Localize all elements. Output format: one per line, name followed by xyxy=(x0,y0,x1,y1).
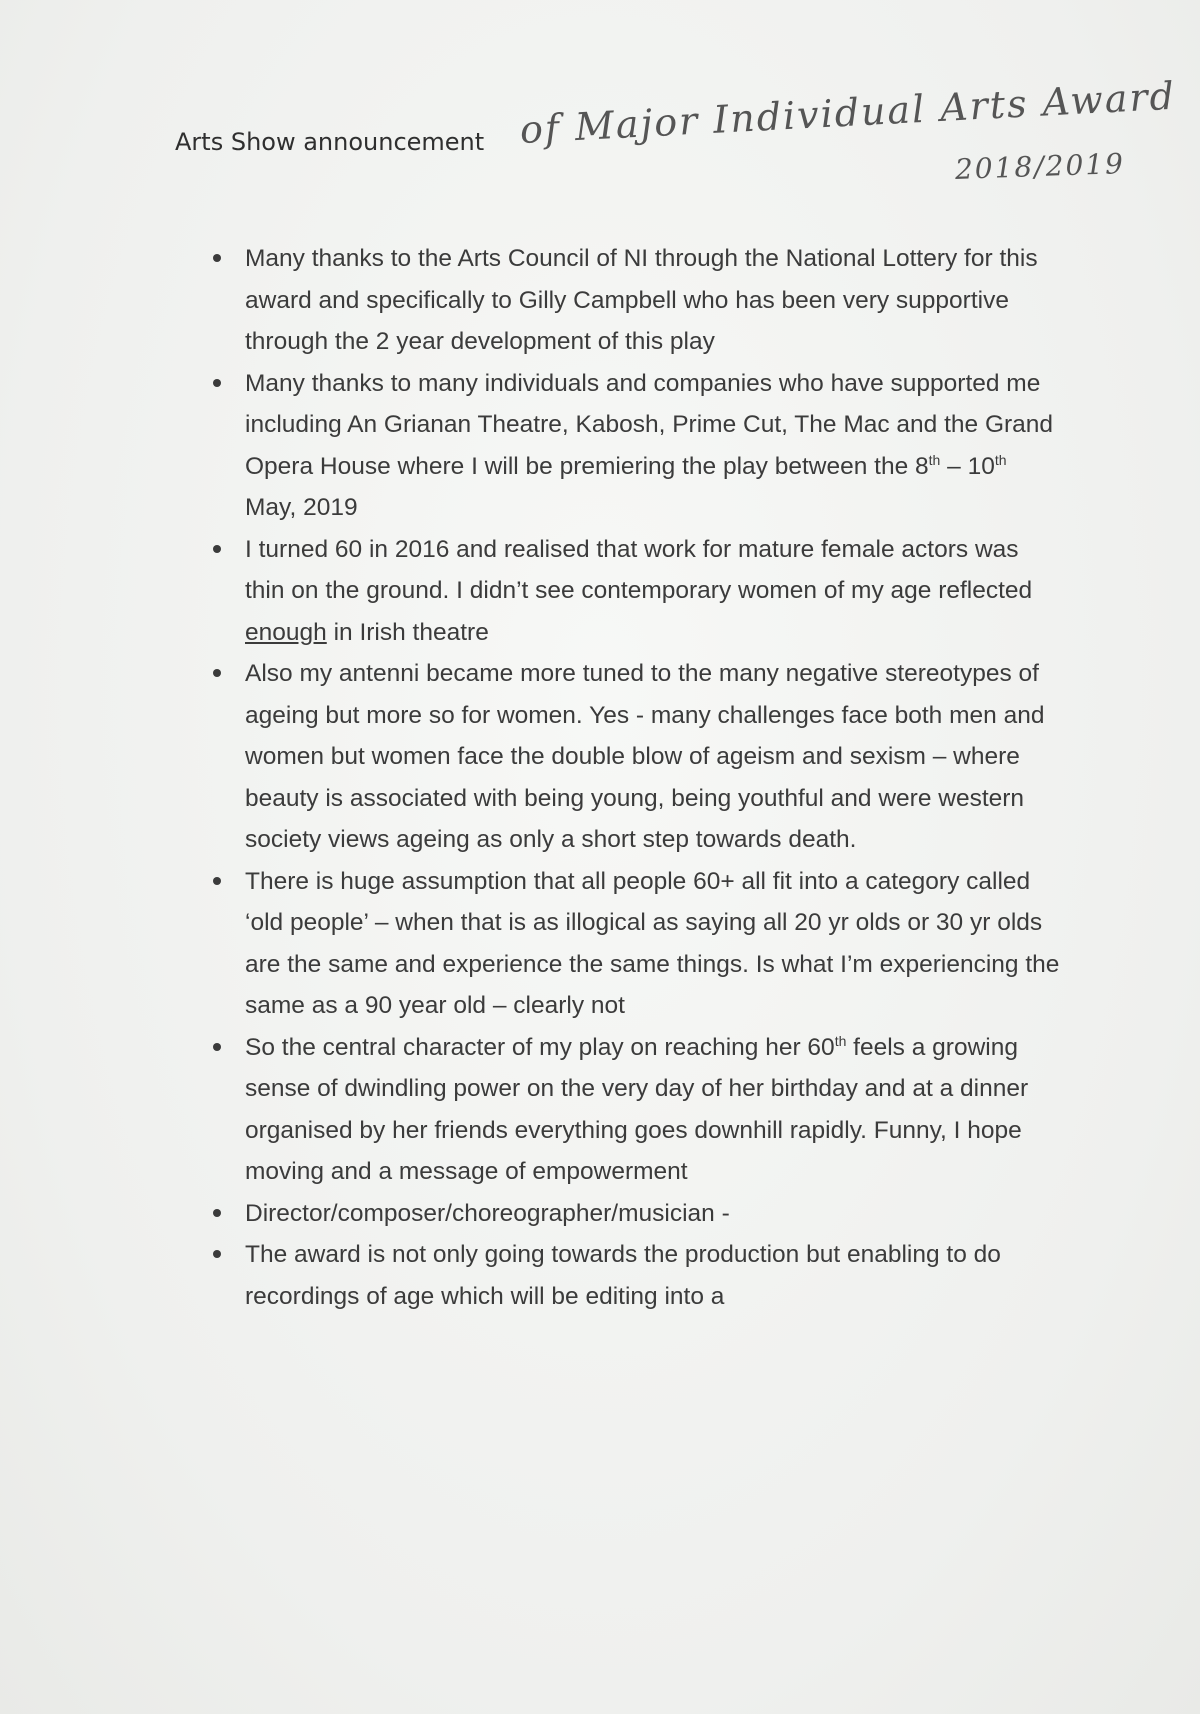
list-item xyxy=(210,1193,1060,1235)
bullet-icon xyxy=(213,379,221,387)
list-item-text: Many thanks to many individuals and companies who have supported me including An Grianan Theatre, Kabosh, Prime Cut, The Mac and the Grand Opera House where I will be premiering the play between the 8 xyxy=(245,369,1054,480)
list-item-text: May, 2019 xyxy=(245,494,358,521)
list-item xyxy=(210,1234,1060,1317)
superscript: th xyxy=(994,451,1007,468)
list-item-text: feels a growing sense of dwindling power on the very day of her birthday and at a dinner organised by her friends everything goes downhill rapidly. Funny, I hope moving and a message of empowerment xyxy=(245,1033,1029,1185)
bullet-icon xyxy=(213,1250,221,1258)
handwritten-annotation: of Major Individual Arts Award xyxy=(518,73,1177,152)
list-item-text: I turned 60 in 2016 and realised that work for mature female actors was thin on the ground. I didn’t see contemporary women of my age reflected xyxy=(245,535,1033,604)
bullet-icon xyxy=(213,545,221,553)
list-item xyxy=(210,861,1060,1027)
list-item-text: Director/composer/choreographer/musician - xyxy=(245,1199,730,1227)
superscript: th xyxy=(834,1032,847,1049)
handwritten-year: 2018/2019 xyxy=(954,147,1126,186)
superscript: th xyxy=(928,451,941,468)
bullet-list xyxy=(210,238,1060,1317)
bullet-icon xyxy=(213,1043,221,1051)
underlined-word: enough xyxy=(245,618,327,646)
list-item-text: Also my antenni became more tuned to the many negative stereotypes of ageing but more so for women. Yes - many challenges face both men and women but women face the double blow of ageism and sexism – where beauty is associated with being young, being youthful and were western society views ageing as only a short step towards death. xyxy=(245,660,1045,853)
list-item-text: There is huge assumption that all people 60+ all fit into a category called ‘old people’ – when that is as illogical as saying all 20 yr olds or 30 yr olds are the same and experience the same things. Is what I’m experiencing the same as a 90 year old – clearly not xyxy=(245,867,1060,1019)
list-item xyxy=(210,363,1060,529)
bullet-icon xyxy=(213,1209,221,1217)
list-item-text: in Irish theatre xyxy=(326,618,489,646)
list-item-text: Many thanks to the Arts Council of NI through the National Lottery for this award and specifically to Gilly Campbell who has been very supportive through the 2 year development of this play xyxy=(245,245,1038,355)
bullet-icon xyxy=(213,669,221,677)
list-item-text: The award is not only going towards the production but enabling to do recordings of age which will be editing into a xyxy=(245,1241,1001,1310)
page-title: Arts Show announcement xyxy=(175,128,485,156)
bullet-icon xyxy=(213,254,221,262)
list-item-text: So the central character of my play on reaching her 60 xyxy=(245,1033,835,1061)
list-item xyxy=(210,1027,1060,1193)
list-item xyxy=(210,529,1060,654)
list-item-text: – 10 xyxy=(940,452,995,480)
bullet-icon xyxy=(213,877,221,885)
list-item xyxy=(210,653,1060,861)
list-item xyxy=(210,238,1060,363)
